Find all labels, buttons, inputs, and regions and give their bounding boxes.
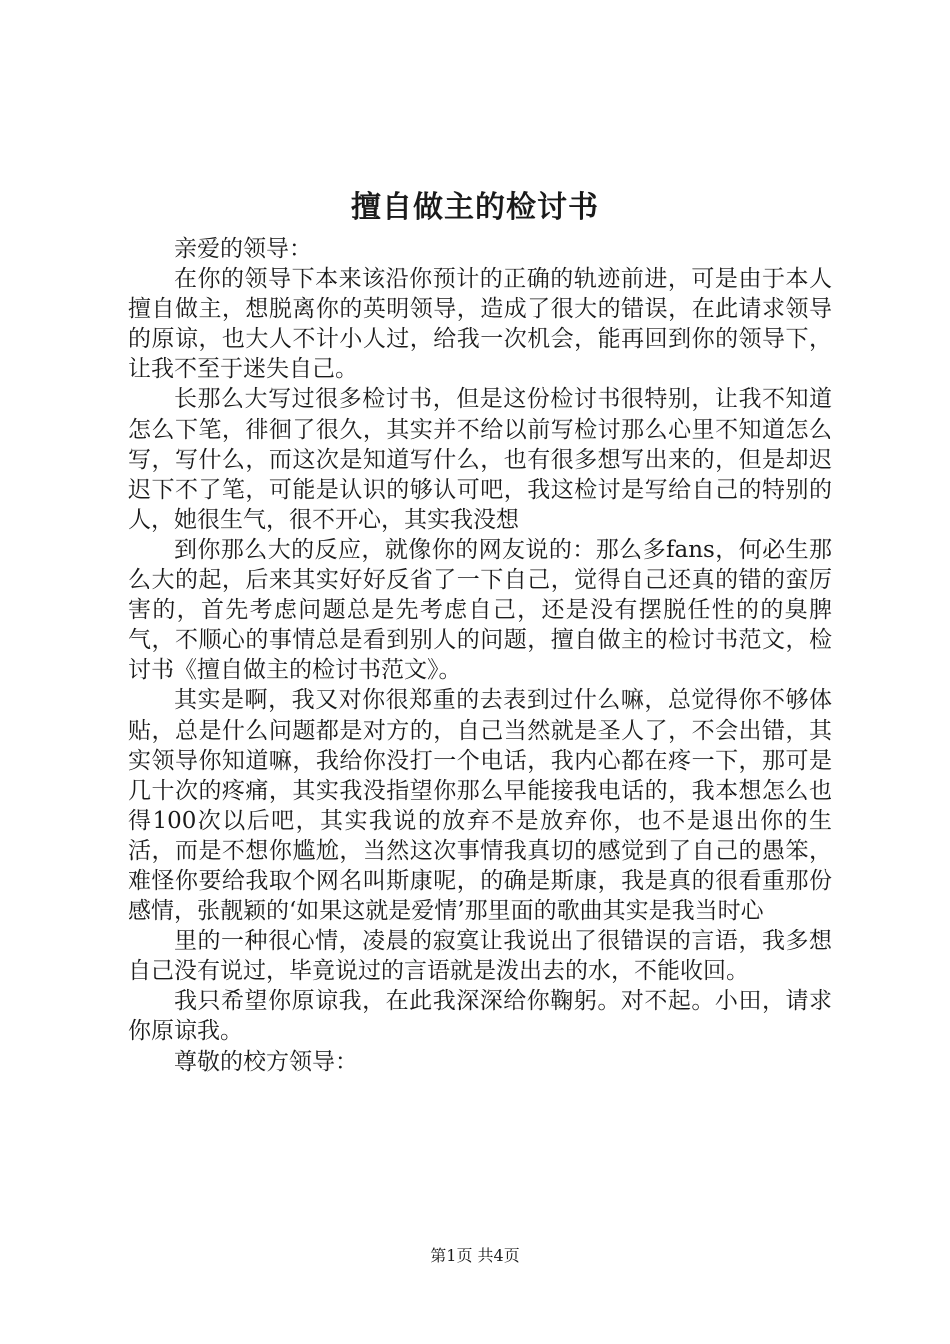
paragraph: 在你的领导下本来该沿你预计的正确的轨迹前进，可是由于本人擅自做主，想脱离你的英明领导，造成了很大的错误，在此请求领导的原谅，也大人不计小人过，给我一次机会，能再回到你的领导下，让我不至于迷失自己。 (128, 266, 832, 383)
paragraph: 长那么大写过很多检讨书，但是这份检讨书很特别，让我不知道怎么下笔，徘徊了很久，其实并不给以前写检讨那么心里不知道怎么写，写什么，而这次是知道写什么，也有很多想写出来的，但是却迟迟下不了笔，可能是认识的够认可吧，我这检讨是写给自己的特别的人，她很生气，很不开心，其实我没想 (128, 386, 832, 533)
salutation: 尊敬的校方领导： (174, 1048, 358, 1075)
paragraph: 我只希望你原谅我，在此我深深给你鞠躬。对不起。小田，请求你原谅我。 (128, 988, 832, 1045)
paragraph: 到你那么大的反应，就像你的网友说的：那么多fans，何必生那么大的起，后来其实好好反省了一下自己，觉得自己还真的错的蛮厉害的，首先考虑问题总是先考虑自己，还是没有摆脱任性的的臭脾气，不顺心的事情总是看到别人的问题，擅自做主的检讨书范文，检讨书《擅自做主的检讨书范文》。 (128, 536, 832, 684)
paragraph: 其实是啊，我又对你很郑重的去表到过什么嘛，总觉得你不够体贴，总是什么问题都是对方的，自己当然就是圣人了，不会出错，其实领导你知道嘛，我给你没打一个电话，我内心都在疼一下，那可是几十次的疼痛，其实我没指望你那么早能接我电话的，我本想怎么也得100次以后吧，其实我说的放弃不是放弃你，也不是退出你的生活，而是不想你尴尬，当然这次事情我真切的感觉到了自己的愚笨，难怪你要给我取个网名叫斯康呢，的确是斯康，我是真的很看重那份感情，张靓颖的‘如果这就是爱情’那里面的歌曲其实是我当时心 (128, 687, 832, 925)
page-number-footer: 第1页 共4页 (430, 1246, 520, 1265)
document-title: 擅自做主的检讨书 (351, 190, 599, 225)
document-body (128, 234, 832, 1077)
paragraph: 里的一种很心情，凌晨的寂寞让我说出了很错误的言语，我多想自己没有说过，毕竟说过的言语就是泼出去的水，不能收回。 (128, 928, 832, 985)
salutation: 亲爱的领导： (174, 236, 312, 262)
